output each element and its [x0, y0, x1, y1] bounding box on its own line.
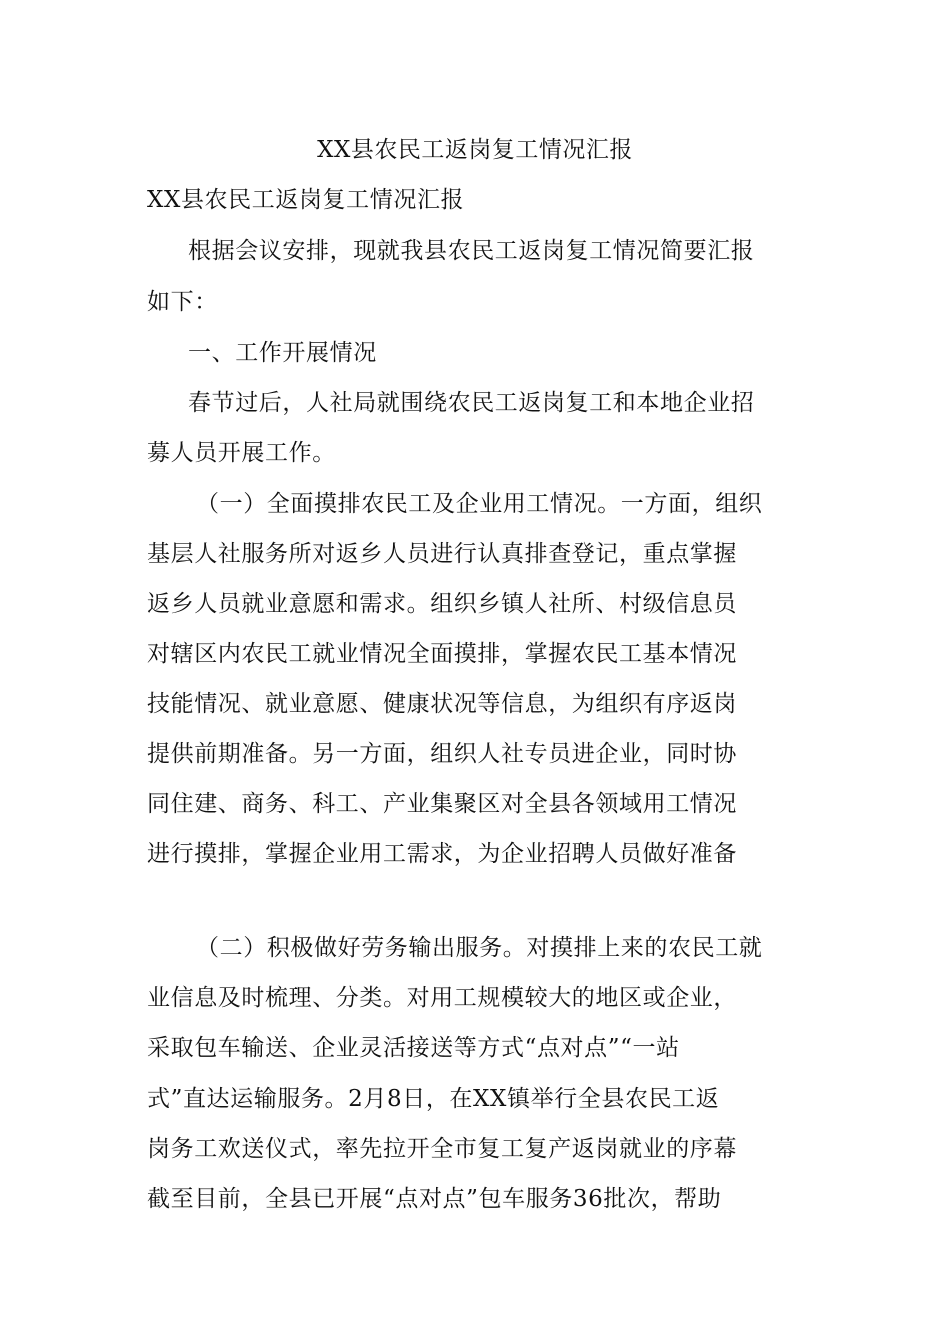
paragraph-line: （二）积极做好劳务输出服务。对摸排上来的农民工就 [196, 935, 763, 961]
paragraph-line: 进行摸排，掌握企业用工需求，为企业招聘人员做好准备 [147, 841, 737, 867]
paragraph-line: 提供前期准备。另一方面，组织人社专员进企业，同时协 [147, 741, 737, 767]
paragraph-line: 截至目前，全县已开展“点对点”包车服务36批次，帮助 [147, 1186, 722, 1212]
paragraph-line: 基层人社服务所对返乡人员进行认真排查登记，重点掌握 [147, 541, 737, 567]
paragraph-line: 根据会议安排，现就我县农民工返岗复工情况简要汇报 [188, 238, 755, 264]
paragraph-line: 式”直达运输服务。2月8日，在XX镇举行全县农民工返 [147, 1086, 720, 1112]
paragraph-line: 同住建、商务、科工、产业集聚区对全县各领域用工情况 [147, 791, 737, 817]
paragraph-line: 岗务工欢送仪式，率先拉开全市复工复产返岗就业的序幕 [147, 1136, 737, 1162]
paragraph-line: 返乡人员就业意愿和需求。组织乡镇人社所、村级信息员 [147, 591, 737, 617]
paragraph-line: 采取包车输送、企业灵活接送等方式“点对点”“一站 [147, 1035, 680, 1061]
paragraph-line: 如下： [147, 289, 218, 315]
document-title: XX县农民工返岗复工情况汇报 [317, 137, 633, 163]
paragraph-line: 募人员开展工作。 [147, 440, 336, 466]
paragraph-line: 业信息及时梳理、分类。对用工规模较大的地区或企业， [147, 985, 737, 1011]
paragraph-line: 春节过后，人社局就围绕农民工返岗复工和本地企业招 [188, 390, 755, 416]
paragraph-line: 对辖区内农民工就业情况全面摸排，掌握农民工基本情况 [147, 641, 737, 667]
paragraph-line: 技能情况、就业意愿、健康状况等信息，为组织有序返岗 [147, 691, 737, 717]
paragraph-line: （一）全面摸排农民工及企业用工情况。一方面，组织 [196, 491, 763, 517]
section-heading: 一、工作开展情况 [188, 340, 377, 366]
document-subtitle: XX县农民工返岗复工情况汇报 [147, 187, 465, 213]
